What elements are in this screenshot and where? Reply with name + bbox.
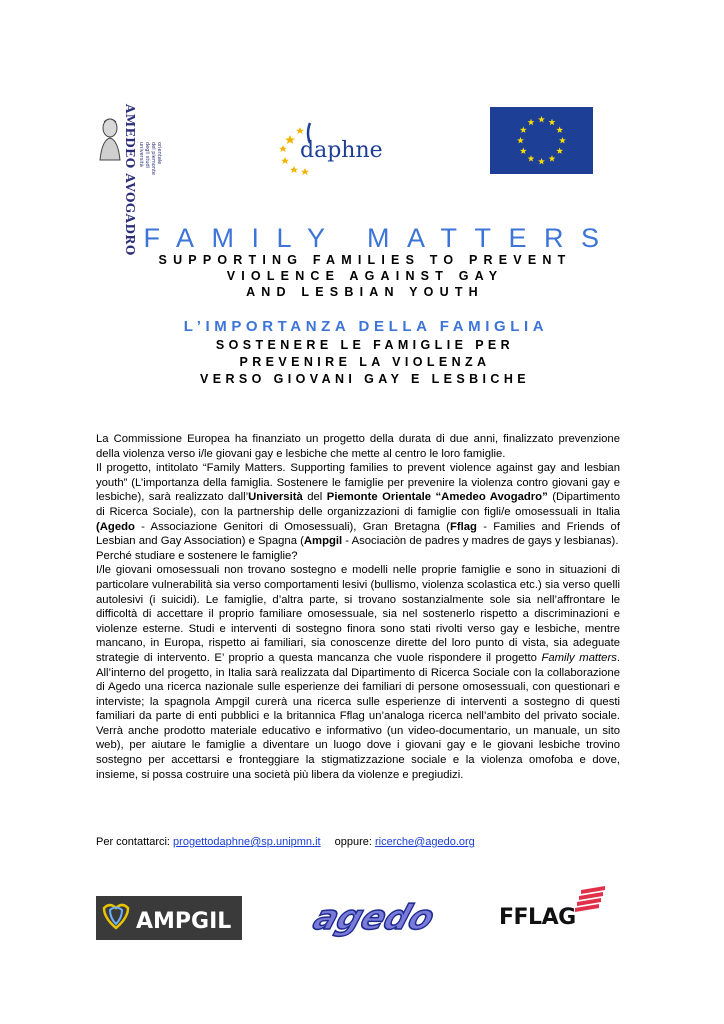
avogadro-logo-text: AMEDEO AVOGADRO xyxy=(123,104,137,256)
avogadro-sub-1: università xyxy=(138,142,144,167)
text-span: - Associazione Genitori di Omosessuali), Gran Bretagna ( xyxy=(134,520,450,533)
daphne-logo-text: daphne xyxy=(300,138,383,163)
text-span: (Dipartimento di Ricerca Sociale), con la partnership delle organizzazioni di famiglie con figli/e omosessuali in Italia xyxy=(96,491,620,518)
bold-text: Ampgil xyxy=(303,535,343,548)
bold-text: (Agedo xyxy=(96,520,135,533)
text-span: . All’interno del progetto, in Italia sarà realizzata dal Dipartimento di Ricerca Sociale con la collaborazione di Agedo una ricerca nazionale sulle esperienze dei familiari di persone omosessuali, con questionari e interviste; la spagnola Ampgil curerà una ricerca sulle esperienze di interventi a sostegno di questi familiari da parte di enti pubblici e la britannica Fflag un’analoga ricerca nell’ambito del privato sociale. Verrà anche prodotto materiale educativo e informativo (un video-documentario, un manuale, un sito web), per aiutare le famiglie a diventare un luogo dove i giovani gay e le giovani lesbiche trovino sostegno per accettarsi e fronteggiare la stigmatizzazione sociale e la violenza omofoba e dove, insieme, si possa costruire una società più libera da violenze e pregiudizi. xyxy=(96,651,620,781)
paragraph-project xyxy=(96,461,620,549)
italian-subtitle xyxy=(0,337,724,388)
bold-text: Fflag xyxy=(449,520,477,533)
italian-subtitle-line: VERSO GIOVANI GAY E LESBICHE xyxy=(200,372,530,386)
fflag-logo xyxy=(497,886,609,930)
english-subtitle xyxy=(0,252,724,300)
english-subtitle-line: SUPPORTING FAMILIES TO PREVENT xyxy=(158,253,572,267)
text-span: del xyxy=(302,491,327,504)
bold-text: Piemonte Orientale “Amedeo Avogadro” xyxy=(326,491,548,504)
ampgil-logo xyxy=(96,896,242,940)
main-title: FAMILY MATTERS xyxy=(143,223,617,253)
avogadro-sub-4: orientale xyxy=(156,142,162,165)
paragraph-question: Perché studiare e sostenere le famiglie? xyxy=(96,549,298,562)
contact-line xyxy=(96,836,475,848)
text-span: Il progetto, intitolato “Family Matters. Supporting families to prevent violence against gay and lesbian youth” (L’importanza della famiglia. Sostenere le famiglie per prevenire la violenza contro giovani gay e lesbiche), sarà realizzato dall’ xyxy=(96,462,620,504)
paragraph-intro: La Commissione Europea ha finanziato un progetto della durata di due anni, finalizzato prevenzione della violenza verso i/le giovani gay e lesbiche che mette al centro le loro famiglie. xyxy=(96,433,620,460)
paragraph-main xyxy=(96,563,620,782)
university-avogadro-logo xyxy=(96,98,162,256)
daphne-logo xyxy=(276,115,396,177)
english-subtitle-line: AND LESBIAN YOUTH xyxy=(246,285,484,299)
email-link-progettodaphne[interactable]: progettodaphne@sp.unipmn.it xyxy=(173,836,321,848)
eu-flag-icon xyxy=(490,107,593,174)
body-text xyxy=(96,432,620,782)
agedo-logo xyxy=(305,887,440,945)
italian-subtitle-line: SOSTENERE LE FAMIGLIE PER xyxy=(215,338,515,352)
text-span: - Families and Friends of Lesbian and Gay Association) e Spagna ( xyxy=(96,520,620,548)
bold-text: Università xyxy=(248,491,303,504)
italic-text: Family matters xyxy=(541,651,617,664)
avogadro-sub-3: del piemonte xyxy=(150,142,156,176)
text-span: I/le giovani omosessuali non trovano sostegno e modelli nelle proprie famiglie e sono in situazioni di particolare vulnerabilità sia verso comportamenti lesivi (bullismo, violenza scolastica etc.) sia verso quelli autolesivi (i suicidi). Le famiglie, d’altra parte, si trovano sostanzialmente sole sia nell’affrontare le difficoltà di accettare il proprio familiare omosessuale, sia nel sostenerlo rispetto a discriminazioni e violenze esterne. Studi e interventi di sostegno finora sono stati rivolti verso gay e lesbiche, mentre mancano, in Europa, rispetto ai familiari, sia conoscenze dirette del loro punto di vista, sia adeguate strategie di intervento. E’ proprio a questa mancanza che vuole rispondere il progetto xyxy=(96,564,620,664)
ampgil-logo-text: AMPGIL xyxy=(136,909,232,934)
text-span: - Asociaciòn de padres y madres de gays y lesbianas). xyxy=(342,535,619,548)
fflag-logo-text: FFLAG xyxy=(499,905,576,930)
italian-title: L’IMPORTANZA DELLA FAMIGLIA xyxy=(183,318,549,335)
email-link-agedo[interactable]: ricerche@agedo.org xyxy=(374,836,475,848)
italian-subtitle-line: PREVENIRE LA VIOLENZA xyxy=(239,355,491,369)
avogadro-sub-2: degli studi xyxy=(144,142,150,169)
agedo-logo-text: agedo xyxy=(308,898,440,938)
contact-or-label: oppure: xyxy=(334,836,375,848)
contact-label: Per contattarci: xyxy=(96,836,174,848)
english-subtitle-line: VIOLENCE AGAINST GAY xyxy=(226,269,504,283)
